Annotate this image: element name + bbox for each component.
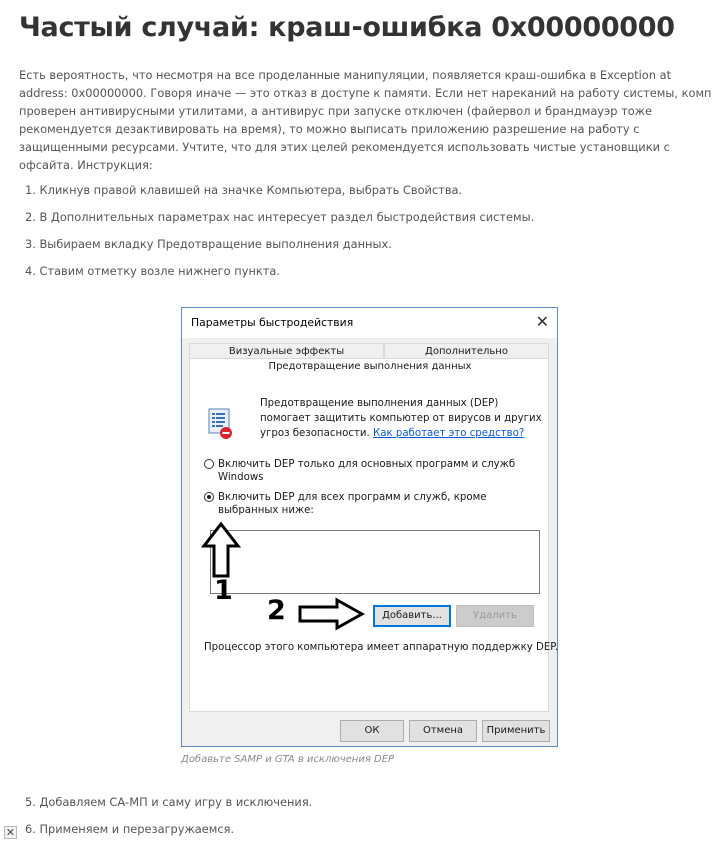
close-icon: ✕ (535, 312, 549, 331)
tab-dep: Предотвращение выполнения данных (250, 360, 490, 375)
list-item: 3. Выбираем вкладку Предотвращение выполнения данных. (25, 237, 392, 251)
intro-paragraph: Есть вероятность, что несмотря на все проделанные манипуляции, появляется краш-ошибка в Exception at address: 0x00000000. Говоря иначе — это отказ в доступе к памяти. Если нет нареканий на работу системы, комп проверен антивирусными утилитами, а антивирус при запуске отключен (файервол и брандмауэр тоже рекомендуется дезактивировать на время), то можно выписать приложению разрешение на работу с защищенными ресурсами. Учтите, что для этих целей рекомендуется использовать чистые установщики с офсайта. Инструкция: (19, 68, 712, 172)
list-item: 6. Применяем и перезагружаемся. (25, 822, 235, 836)
right-arrow-icon (297, 597, 365, 631)
dep-description-text: Предотвращение выполнения данных (DEP) помогает защитить компьютер от вирусов и других угроз безопасности. (260, 398, 542, 439)
cpu-support-note: Процессор этого компьютера имеет аппаратную поддержку DEP. (204, 642, 559, 653)
radio-essential-only[interactable] (204, 459, 214, 469)
dep-panel (189, 358, 559, 712)
tab-advanced: Дополнительно (384, 343, 549, 359)
how-it-works-link[interactable]: Как работает это средство? (372, 428, 525, 439)
dialog-titlebar (182, 308, 557, 338)
list-item: 5. Добавляем СА-МП и саму игру в исключения. (25, 795, 313, 809)
tab-strip (189, 343, 549, 359)
radio-all-except-selected[interactable] (204, 492, 214, 502)
add-button[interactable]: Добавить... (373, 605, 451, 627)
close-icon[interactable]: ✕ (5, 826, 16, 839)
steps-list (25, 181, 534, 289)
dep-shield-document-icon (205, 407, 235, 441)
figure-caption: Добавьте SAMP и GTA в исключения DEP (181, 754, 395, 765)
remove-button[interactable]: Удалить (456, 605, 534, 627)
cancel-button[interactable]: Отмена (409, 720, 477, 742)
radio-all-except-label: Включить DEP для всех программ и служб, кроме выбранных ниже: (218, 492, 487, 516)
up-arrow-icon (201, 521, 241, 579)
steps-list-continued (25, 793, 312, 847)
dialog-title: Параметры быстродействия (191, 316, 354, 329)
ok-button[interactable]: ОК (340, 720, 404, 742)
exclusions-list[interactable] (210, 530, 540, 594)
radio-essential-label: Включить DEP только для основных программ и служб Windows (218, 459, 516, 483)
list-item: 1. Кликнув правой клавишей на значке Компьютера, выбрать Свойства. (25, 183, 463, 197)
step-marker-1: 1 (214, 575, 233, 606)
page-title: Частый случай: краш-ошибка 0x00000000 (19, 12, 675, 43)
list-item: 2. В Дополнительных параметрах нас интересует раздел быстродействия системы. (25, 210, 535, 224)
tab-visual-effects: Визуальные эффекты (189, 343, 384, 359)
list-item: 4. Ставим отметку возле нижнего пункта. (25, 264, 281, 278)
apply-button[interactable]: Применить (482, 720, 550, 742)
dep-description (260, 396, 544, 441)
step-marker-2: 2 (267, 595, 286, 626)
